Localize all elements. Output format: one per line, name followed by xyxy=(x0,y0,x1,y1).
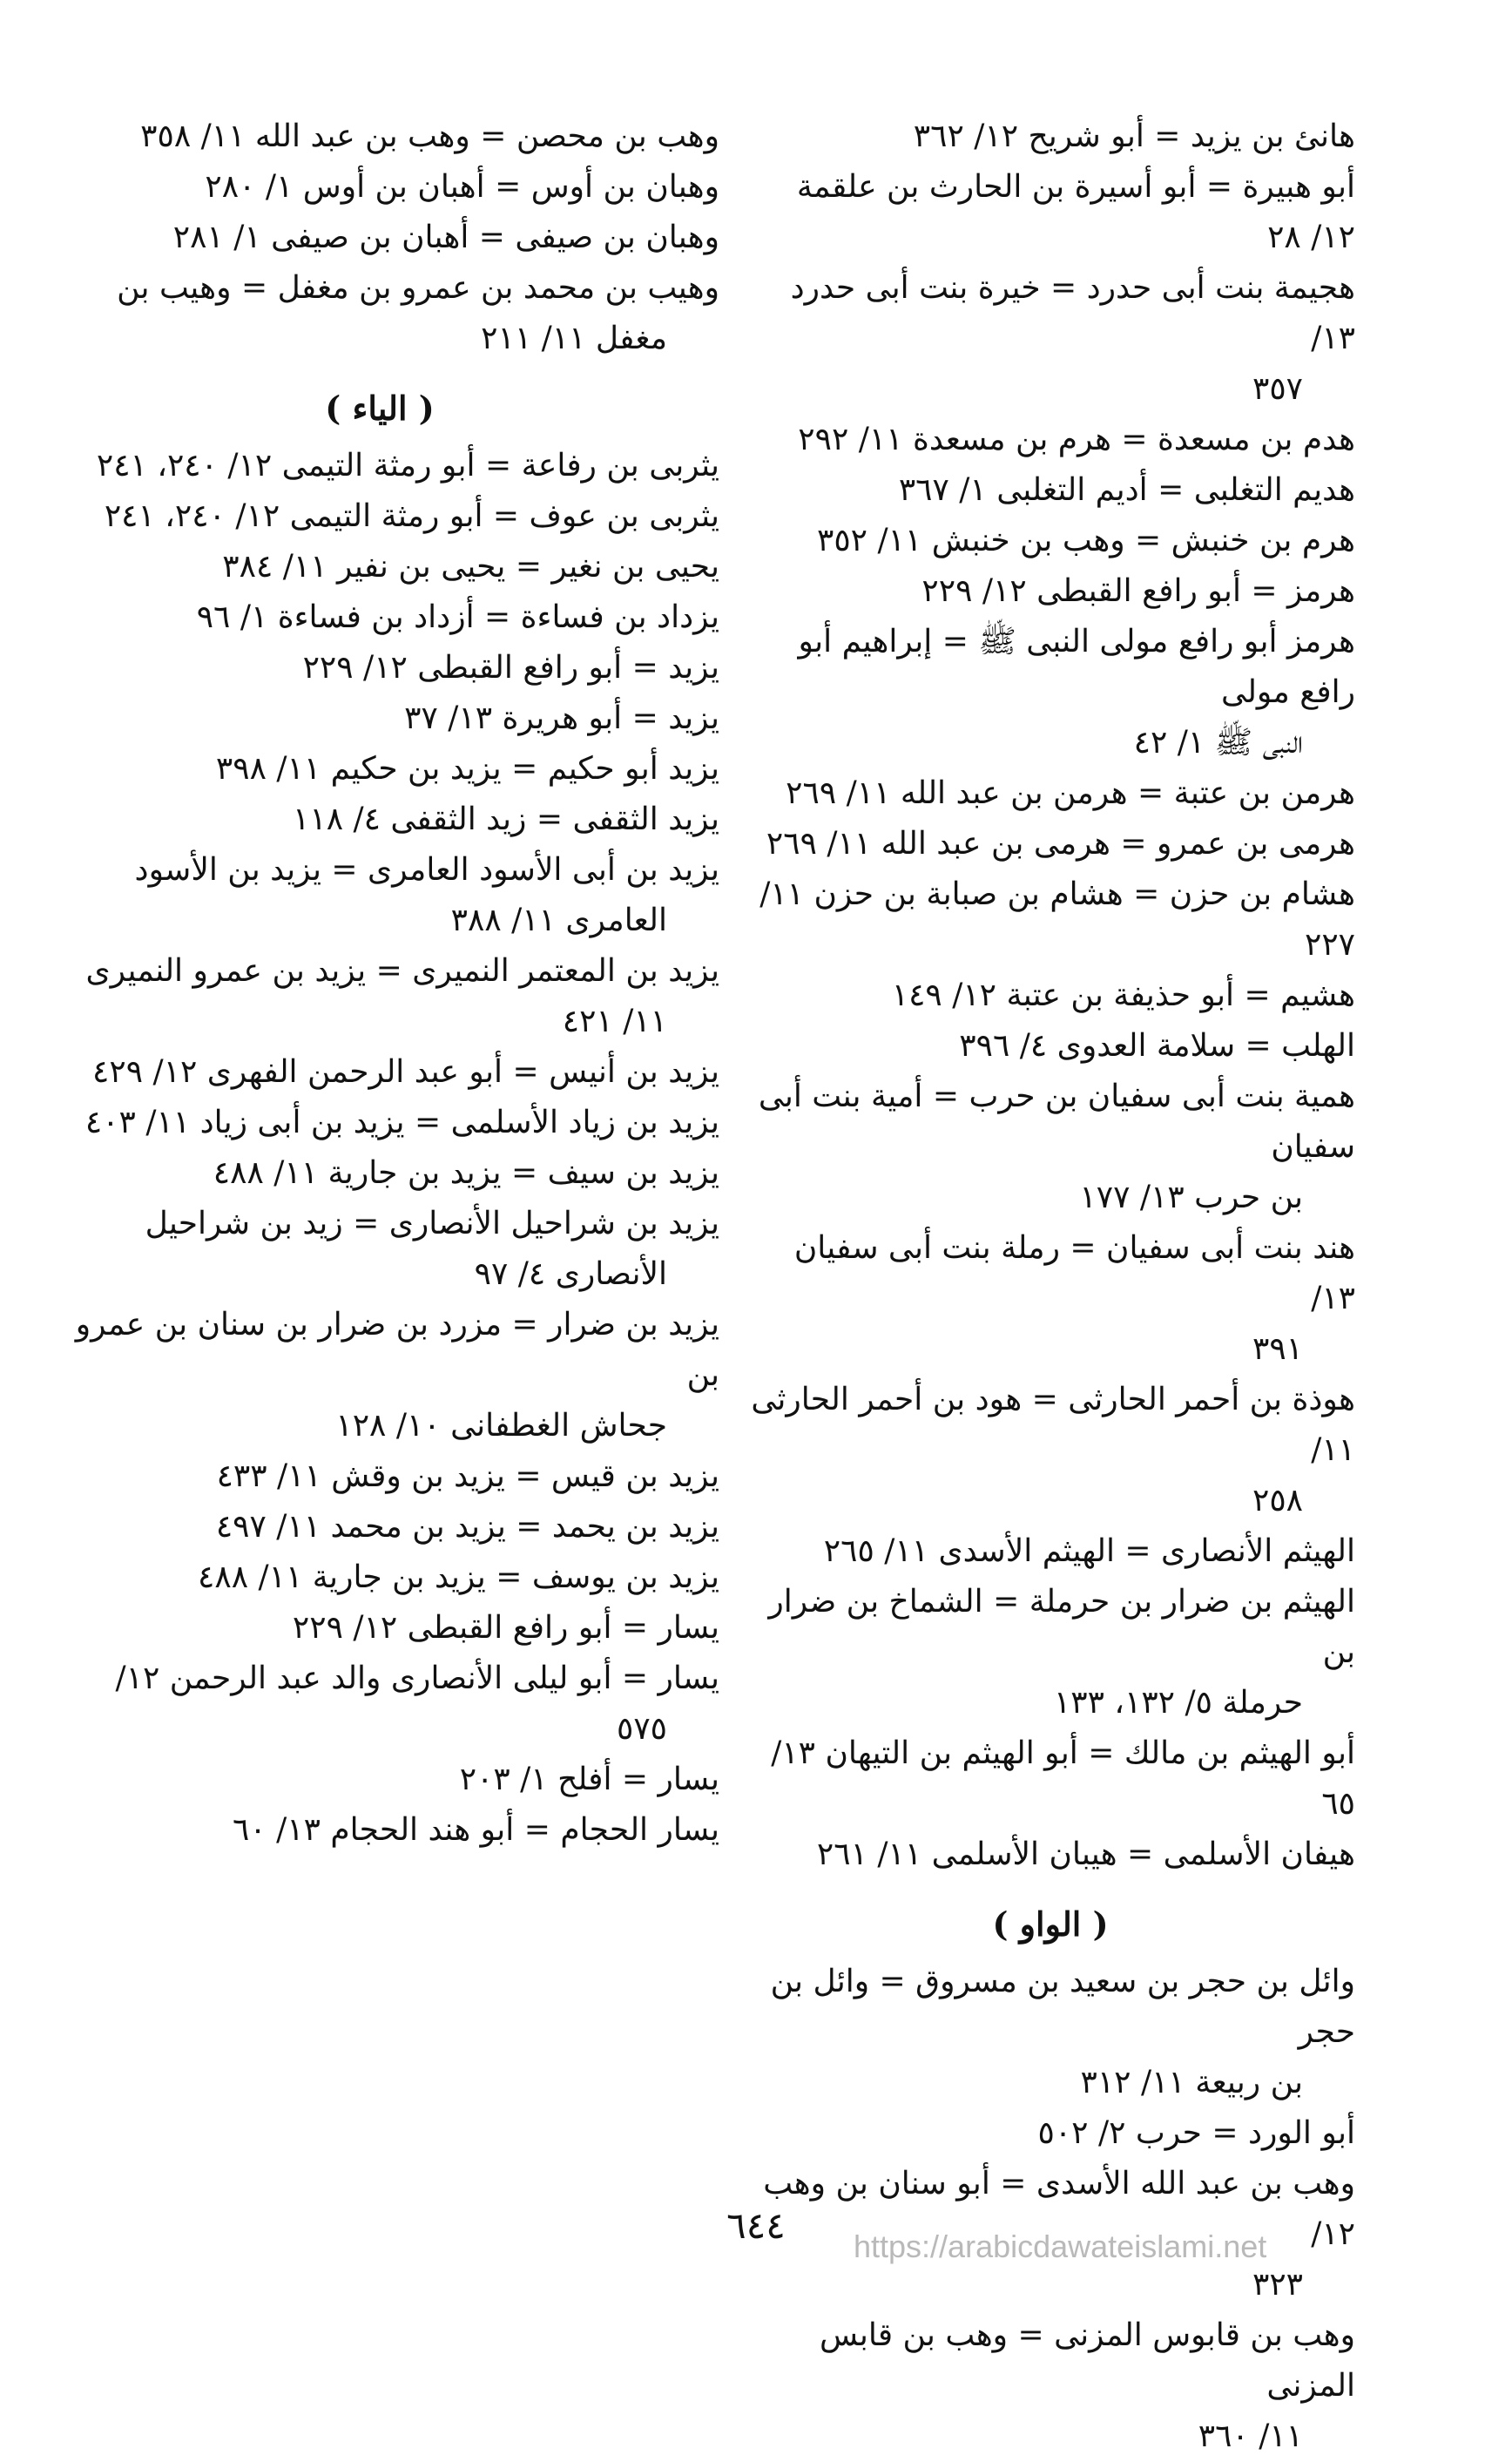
index-entry xyxy=(40,162,719,213)
index-entry xyxy=(40,693,719,744)
entry-line: يزيد الثقفى = زيد الثقفى ٤/ ١١٨ xyxy=(293,802,719,837)
entry-line: هند بنت أبى سفيان = رملة بنت أبى سفيان ١٣/ xyxy=(793,1230,1355,1316)
index-entry xyxy=(746,112,1355,162)
index-entry xyxy=(40,213,719,263)
entry-line: هرمز = أبو رافع القبطى ١٢/ ٢٢٩ xyxy=(921,573,1355,609)
index-entry xyxy=(746,617,1355,768)
entry-line: هرمز أبو رافع مولى النبى ﷺ = إبراهيم أبو رافع مولى xyxy=(798,624,1355,710)
index-entry xyxy=(746,1526,1355,1577)
entry-line: يزيد أبو حكيم = يزيد بن حكيم ١١/ ٣٩٨ xyxy=(215,751,719,787)
index-entry xyxy=(40,1199,719,1300)
entry-continuation-line: العامرى ١١/ ٣٨٨ xyxy=(450,903,667,938)
entry-line: هرمى بن عمرو = هرمى بن عبد الله ١١/ ٢٦٩ xyxy=(766,826,1355,862)
index-entry xyxy=(746,1072,1355,1223)
entry-line: وهب بن محصن = وهب بن عبد الله ١١/ ٣٥٨ xyxy=(140,118,719,154)
index-entry xyxy=(40,1755,719,1805)
entry-line: يزيد بن يوسف = يزيد بن جارية ١١/ ٤٨٨ xyxy=(198,1559,719,1595)
index-entry xyxy=(746,263,1355,415)
entry-line: هرمن بن عتبة = هرمن بن عبد الله ١١/ ٢٦٩ xyxy=(786,775,1355,811)
entry-line: يزيد = أبو رافع القبطى ١٢/ ٢٢٩ xyxy=(302,650,719,686)
index-entry xyxy=(40,1552,719,1603)
entry-line: يحيى بن نغير = يحيى بن نفير ١١/ ٣٨٤ xyxy=(222,549,719,585)
entry-continuation-line: مغفل ١١/ ٢١١ xyxy=(481,321,667,356)
entry-continuation-line: حرملة ٥/ ١٣٢، ١٣٣ xyxy=(1053,1685,1303,1721)
entry-continuation-line: النبى ﷺ ١/ ٤٢ xyxy=(1133,725,1303,761)
entry-continuation-line: ٣٢٣ xyxy=(1252,2267,1303,2303)
entry-continuation-line: بن ربيعة ١١/ ٣١٢ xyxy=(1080,2065,1303,2100)
index-entry xyxy=(40,845,719,946)
entry-line: يزيد بن سيف = يزيد بن جارية ١١/ ٤٨٨ xyxy=(213,1155,719,1191)
index-entry xyxy=(40,441,719,491)
index-entry xyxy=(746,566,1355,617)
entry-line: يزيد = أبو هريرة ١٣/ ٣٧ xyxy=(404,700,719,736)
index-entry xyxy=(40,1300,719,1451)
entry-continuation-line: ١١/ ٣٦٠ xyxy=(1198,2418,1303,2454)
entry-line: هشام بن حزن = هشام بن صبابة بن حزن ١١/ ٢٢٧ xyxy=(759,876,1355,963)
entry-line: يزيد بن أنيس = أبو عبد الرحمن الفهرى ١٢/ ٤٢٩ xyxy=(92,1054,719,1090)
entry-continuation-line: بن حرب ١٣/ ١٧٧ xyxy=(1079,1180,1303,1215)
entry-line: هيفان الأسلمى = هيبان الأسلمى ١١/ ٢٦١ xyxy=(816,1836,1355,1872)
index-entry xyxy=(746,1728,1355,1830)
index-entry xyxy=(40,795,719,845)
entry-continuation-line: الأنصارى ٤/ ٩٧ xyxy=(474,1256,667,1292)
entry-line: الهيثم بن ضرار بن حرملة = الشماخ بن ضرار بن xyxy=(768,1584,1355,1670)
index-entry xyxy=(40,1098,719,1148)
entry-line: أبو الهيثم بن مالك = أبو الهيثم بن التيهان ١٣/ ٦٥ xyxy=(771,1735,1355,1822)
entry-continuation-line: ١١/ ٤٢١ xyxy=(562,1004,667,1039)
index-entry xyxy=(746,971,1355,1021)
entry-line: يزداد بن فساءة = أزداد بن فساءة ١/ ٩٦ xyxy=(196,599,719,635)
index-entry xyxy=(746,1223,1355,1375)
index-entry xyxy=(746,2108,1355,2159)
index-entry xyxy=(40,112,719,162)
index-entry xyxy=(40,542,719,592)
index-entry xyxy=(746,516,1355,566)
entry-line: يثربى بن رفاعة = أبو رمثة التيمى ١٢/ ٢٤٠، ٢٤١ xyxy=(96,448,719,484)
entry-line: هجيمة بنت أبى حدرد = خيرة بنت أبى حدرد ١٣/ xyxy=(790,270,1355,356)
entry-line: هوذة بن أحمر الحارثى = هود بن أحمر الحارثى ١١/ xyxy=(751,1382,1355,1468)
index-entry xyxy=(40,491,719,542)
index-entry xyxy=(746,869,1355,971)
index-entry xyxy=(746,1830,1355,1880)
left-column xyxy=(40,112,719,1856)
index-entry xyxy=(746,465,1355,516)
index-entry xyxy=(40,592,719,643)
entry-line: وهب بن عبد الله الأسدى = أبو سنان بن وهب ١٢/ xyxy=(763,2166,1355,2252)
entry-line: يسار = أبو رافع القبطى ١٢/ ٢٢٩ xyxy=(292,1610,719,1646)
entry-continuation-line: ٣٥٧ xyxy=(1252,371,1303,407)
entry-line: هانئ بن يزيد = أبو شريح ١٢/ ٣٦٢ xyxy=(913,118,1355,154)
entry-line: وهيب بن محمد بن عمرو بن مغفل = وهيب بن xyxy=(117,270,719,306)
entry-line: يزيد بن قيس = يزيد بن وقش ١١/ ٤٣٣ xyxy=(216,1458,719,1494)
entry-line: يزيد بن المعتمر النميرى = يزيد بن عمرو النميرى xyxy=(85,953,719,989)
index-entry xyxy=(40,1047,719,1098)
watermark-url: https://arabicdawateislami.net xyxy=(854,2229,1267,2264)
index-entry xyxy=(746,162,1355,263)
index-entry xyxy=(746,1021,1355,1072)
entry-continuation-line: ٢٥٨ xyxy=(1252,1483,1303,1518)
entry-line: يسار الحجام = أبو هند الحجام ١٣/ ٦٠ xyxy=(232,1812,719,1848)
entry-line: يزيد بن ضرار = مزرد بن ضرار بن سنان بن عمرو بن xyxy=(75,1307,719,1393)
entry-line: يثربى بن عوف = أبو رمثة التيمى ١٢/ ٢٤٠، ٢٤١ xyxy=(104,498,719,534)
entry-line: هديم التغلبى = أديم التغلبى ١/ ٣٦٧ xyxy=(898,472,1355,508)
index-entry xyxy=(746,1957,1355,2108)
index-entry xyxy=(746,415,1355,465)
entry-line: يزيد بن شراحيل الأنصارى = زيد بن شراحيل xyxy=(145,1206,719,1241)
right-column xyxy=(746,112,1355,2462)
index-entry xyxy=(746,1375,1355,1526)
index-entry xyxy=(746,768,1355,819)
index-entry xyxy=(40,1502,719,1552)
entry-line: يسار = أبو ليلى الأنصارى والد عبد الرحمن ١٢/ xyxy=(115,1660,719,1696)
entry-line: وائل بن حجر بن سعيد بن مسروق = وائل بن حجر xyxy=(770,1964,1355,2050)
index-entry xyxy=(40,744,719,795)
entry-line: يسار = أفلح ١/ ٢٠٣ xyxy=(459,1762,719,1797)
entry-line: هرم بن خنبش = وهب بن خنبش ١١/ ٣٥٢ xyxy=(817,523,1355,558)
section-heading: ( الواو ) xyxy=(992,1904,1109,1944)
page-number: ٦٤٤ xyxy=(726,2204,786,2247)
entry-line: يزيد بن يحمد = يزيد بن محمد ١١/ ٤٩٧ xyxy=(215,1509,719,1545)
index-entry xyxy=(746,2310,1355,2462)
index-entry xyxy=(40,1603,719,1654)
entry-line: يزيد بن أبى الأسود العامرى = يزيد بن الأسود xyxy=(134,852,719,888)
entry-line: أبو هبيرة = أبو أسيرة بن الحارث بن علقمة ١٢/ ٢٨ xyxy=(796,169,1355,255)
index-entry xyxy=(746,1577,1355,1728)
index-entry xyxy=(40,946,719,1047)
index-entry xyxy=(40,263,719,364)
entry-line: وهبان بن أوس = أهبان بن أوس ١/ ٢٨٠ xyxy=(205,169,719,205)
index-entry xyxy=(40,1654,719,1755)
index-entry xyxy=(40,1451,719,1502)
entry-line: وهب بن قابوس المزنى = وهب بن قابس المزنى xyxy=(819,2317,1355,2404)
index-entry xyxy=(40,1148,719,1199)
entry-line: وهبان بن صيفى = أهبان بن صيفى ١/ ٢٨١ xyxy=(172,220,719,255)
entry-continuation-line: جحاش الغطفانى ١٠/ ١٢٨ xyxy=(335,1408,667,1444)
index-entry xyxy=(40,1805,719,1856)
entry-line: الهلب = سلامة العدوى ٤/ ٣٩٦ xyxy=(959,1028,1355,1064)
entry-line: الهيثم الأنصارى = الهيثم الأسدى ١١/ ٢٦٥ xyxy=(823,1533,1355,1569)
entry-line: هدم بن مسعدة = هرم بن مسعدة ١١/ ٢٩٢ xyxy=(798,422,1355,457)
index-entry xyxy=(746,819,1355,869)
entry-line: همية بنت أبى سفيان بن حرب = أمية بنت أبى سفيان xyxy=(758,1079,1355,1165)
section-heading: ( الياء ) xyxy=(325,389,435,428)
entry-line: أبو الورد = حرب ٢/ ٥٠٢ xyxy=(1037,2115,1355,2151)
entry-line: يزيد بن زياد الأسلمى = يزيد بن أبى زياد ١١/ ٤٠٣ xyxy=(84,1105,719,1140)
entry-continuation-line: ٥٧٥ xyxy=(616,1711,667,1747)
entry-line: هشيم = أبو حذيفة بن عتبة ١٢/ ١٤٩ xyxy=(891,977,1355,1013)
entry-continuation-line: ٣٩١ xyxy=(1252,1331,1303,1367)
index-entry xyxy=(40,643,719,693)
